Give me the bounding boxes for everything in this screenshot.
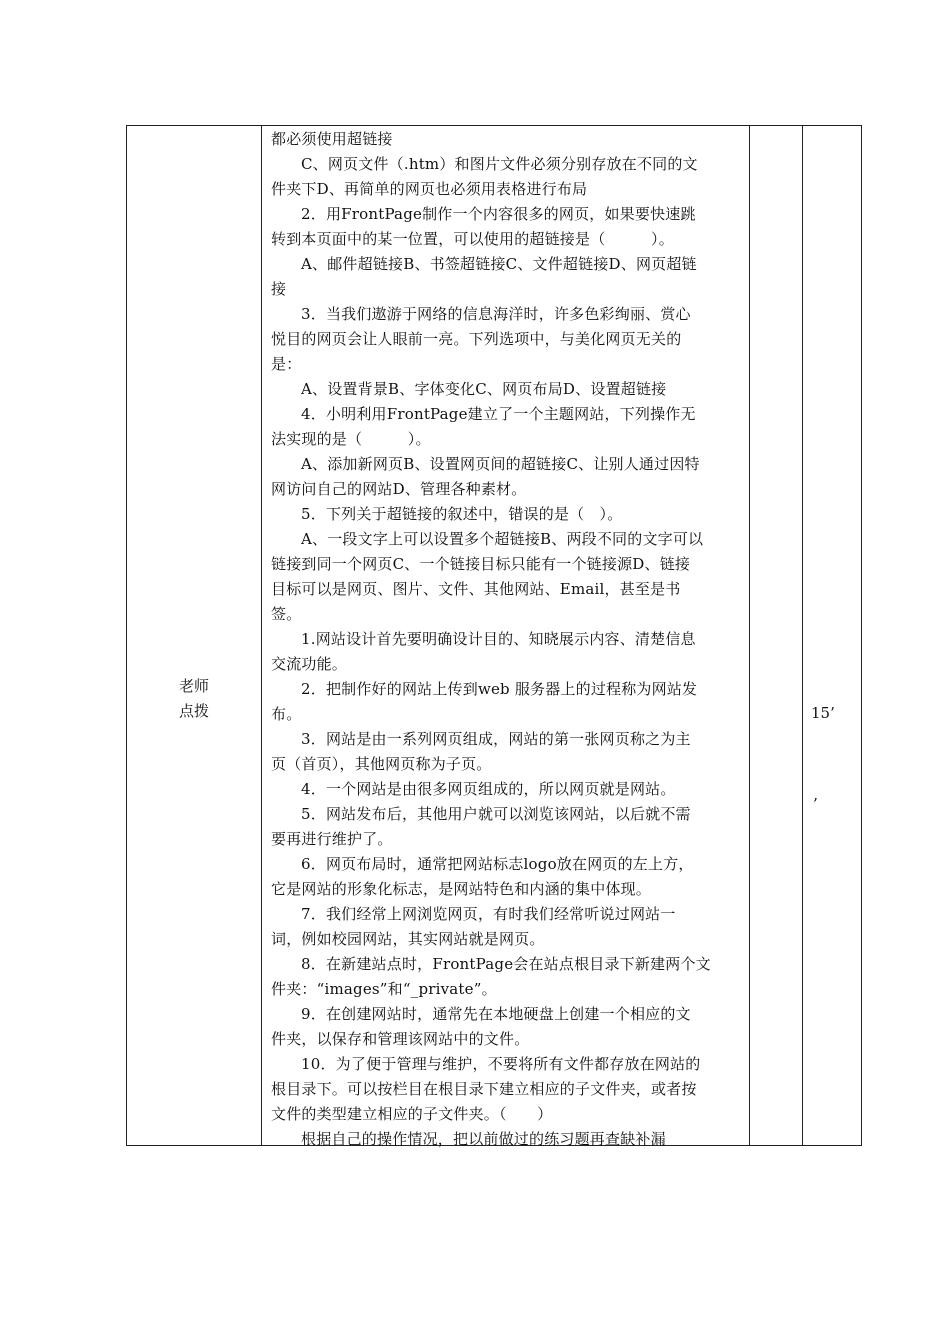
section-label-cell xyxy=(127,674,261,724)
content-line: 根目录下。可以按栏目在根目录下建立相应的子文件夹，或者按 xyxy=(271,1080,697,1098)
content-line: 9．在创建网站时，通常先在本地硬盘上创建一个相应的文 xyxy=(301,1005,691,1023)
content-line: 都必须使用超链接 xyxy=(271,130,393,148)
content-line: 网访问自己的网站D、管理各种素材。 xyxy=(271,480,527,498)
column-divider-3 xyxy=(802,126,803,1145)
content-line: C、网页文件（.htm）和图片文件必须分别存放在不同的文 xyxy=(301,155,698,173)
content-line: 2．用FrontPage制作一个内容很多的网页，如果要快速跳 xyxy=(301,205,696,223)
content-line: 3．网站是由一系列网页组成，网站的第一张网页称之为主 xyxy=(301,730,691,748)
content-line: 4．一个网站是由很多网页组成的，所以网页就是网站。 xyxy=(301,780,676,798)
content-line: 1.网站设计首先要明确设计目的、知晓展示内容、清楚信息 xyxy=(301,630,696,648)
section-label-line-1: 老师 xyxy=(178,677,209,695)
content-line: 目标可以是网页、图片、文件、其他网站、Email，甚至是书 xyxy=(271,580,681,598)
content-line: 5．下列关于超链接的叙述中，错误的是（ ）。 xyxy=(301,505,623,523)
content-line: 是： xyxy=(271,355,302,373)
content-line: A、邮件超链接B、书签超链接C、文件超链接D、网页超链 xyxy=(301,255,697,273)
content-line: 页（首页），其他网页称为子页。 xyxy=(271,755,492,773)
content-line: 3．当我们遨游于网络的信息海洋时，许多色彩绚丽、赏心 xyxy=(301,305,691,323)
time-mark: ’ xyxy=(813,795,818,813)
content-line: 6．网页布局时，通常把网站标志logo放在网页的左上方， xyxy=(301,855,694,873)
content-line: 链接到同一个网页C、一个链接目标只能有一个链接源D、链接 xyxy=(271,555,691,573)
content-line: 交流功能。 xyxy=(271,655,348,673)
lesson-table xyxy=(126,125,862,1146)
content-line: 签。 xyxy=(271,605,302,623)
column-divider-1 xyxy=(261,126,262,1145)
content-line: 文件的类型建立相应的子文件夹。（ ） xyxy=(271,1105,553,1123)
content-line: A、设置背景B、字体变化C、网页布局D、设置超链接 xyxy=(301,380,667,398)
content-line: 件夹，以保存和管理该网站中的文件。 xyxy=(271,1030,530,1048)
content-line: A、添加新网页B、设置网页间的超链接C、让别人通过因特 xyxy=(301,455,700,473)
content-line: 它是网站的形象化标志，是网站特色和内涵的集中体现。 xyxy=(271,880,652,898)
time-value: 15’ xyxy=(811,704,835,722)
content-line: 件夹下D、再简单的网页也必须用表格进行布局 xyxy=(271,180,588,198)
content-line: 10．为了便于管理与维护，不要将所有文件都存放在网站的 xyxy=(301,1055,701,1073)
content-line: 词，例如校园网站，其实网站就是网页。 xyxy=(271,930,545,948)
content-line: 根据自己的操作情况，把以前做过的练习题再查缺补漏 xyxy=(301,1130,666,1148)
content-line: 接 xyxy=(271,280,287,298)
content-line: 8．在新建站点时，FrontPage会在站点根目录下新建两个文 xyxy=(301,955,711,973)
content-line: 件夹：“images”和“_private”。 xyxy=(271,980,497,998)
content-cell xyxy=(271,127,747,1152)
content-line: 法实现的是（ ）。 xyxy=(271,430,431,448)
content-line: 2．把制作好的网站上传到web 服务器上的过程称为网站发 xyxy=(301,680,698,698)
section-label-line-2: 点拨 xyxy=(178,702,209,720)
content-line: 布。 xyxy=(271,705,302,723)
content-line: 悦目的网页会让人眼前一亮。下列选项中，与美化网页无关的 xyxy=(271,330,682,348)
column-divider-2 xyxy=(749,126,750,1145)
content-line: 7．我们经常上网浏览网页，有时我们经常听说过网站一 xyxy=(301,905,676,923)
content-line: 4．小明利用FrontPage建立了一个主题网站，下列操作无 xyxy=(301,405,696,423)
content-line: 要再进行维护了。 xyxy=(271,830,393,848)
content-line: 5．网站发布后，其他用户就可以浏览该网站，以后就不需 xyxy=(301,805,691,823)
content-line: A、一段文字上可以设置多个超链接B、两段不同的文字可以 xyxy=(301,530,704,548)
content-line: 转到本页面中的某一位置，可以使用的超链接是（ ）。 xyxy=(271,230,674,248)
